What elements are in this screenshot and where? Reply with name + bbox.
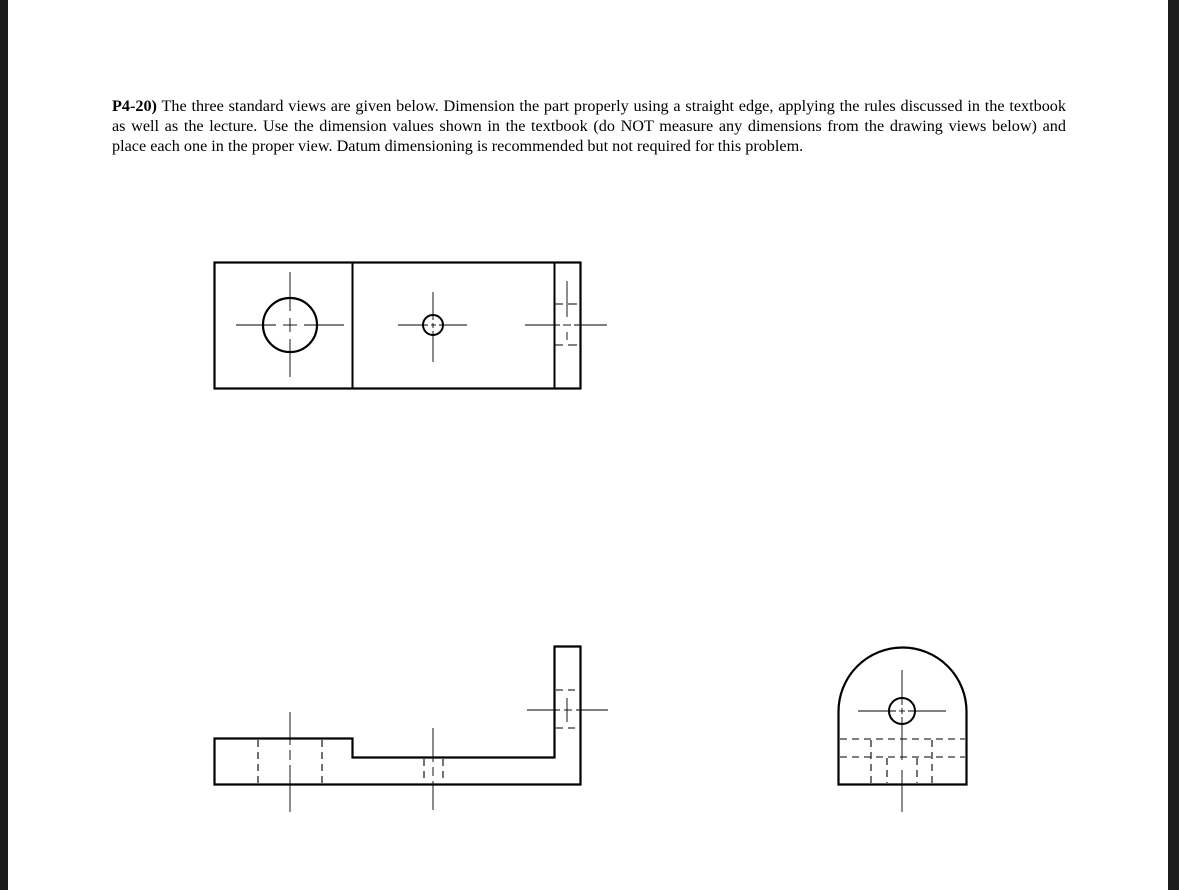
engineering-drawing [8,0,1168,890]
top-view [215,262,608,389]
top-view-large-hole-centerlines [236,272,344,377]
front-view-outline [215,647,581,785]
front-view-hidden-lines [258,690,579,783]
front-view [215,647,609,813]
problem-label: P4-20) [112,97,157,115]
side-view-outline [839,648,967,785]
top-view-upright-centerlines [525,281,607,340]
front-view-centerlines [290,698,608,812]
right-side-view [839,648,967,813]
top-view-outline [215,263,581,389]
side-view-hidden-lines [840,739,965,783]
problem-text: The three standard views are given below. Dimension the part properly using a straight edge, applying the rules discussed in the textbook as well as the lecture. Use the dimension values shown in the textbook (do NOT measure any dimensions from the drawing views below) and place each one in the proper view. Datum dimensioning is recommended but not required for this problem. [112,97,1066,155]
top-view-small-hole-centerlines [398,292,467,362]
document-page [8,0,1168,890]
